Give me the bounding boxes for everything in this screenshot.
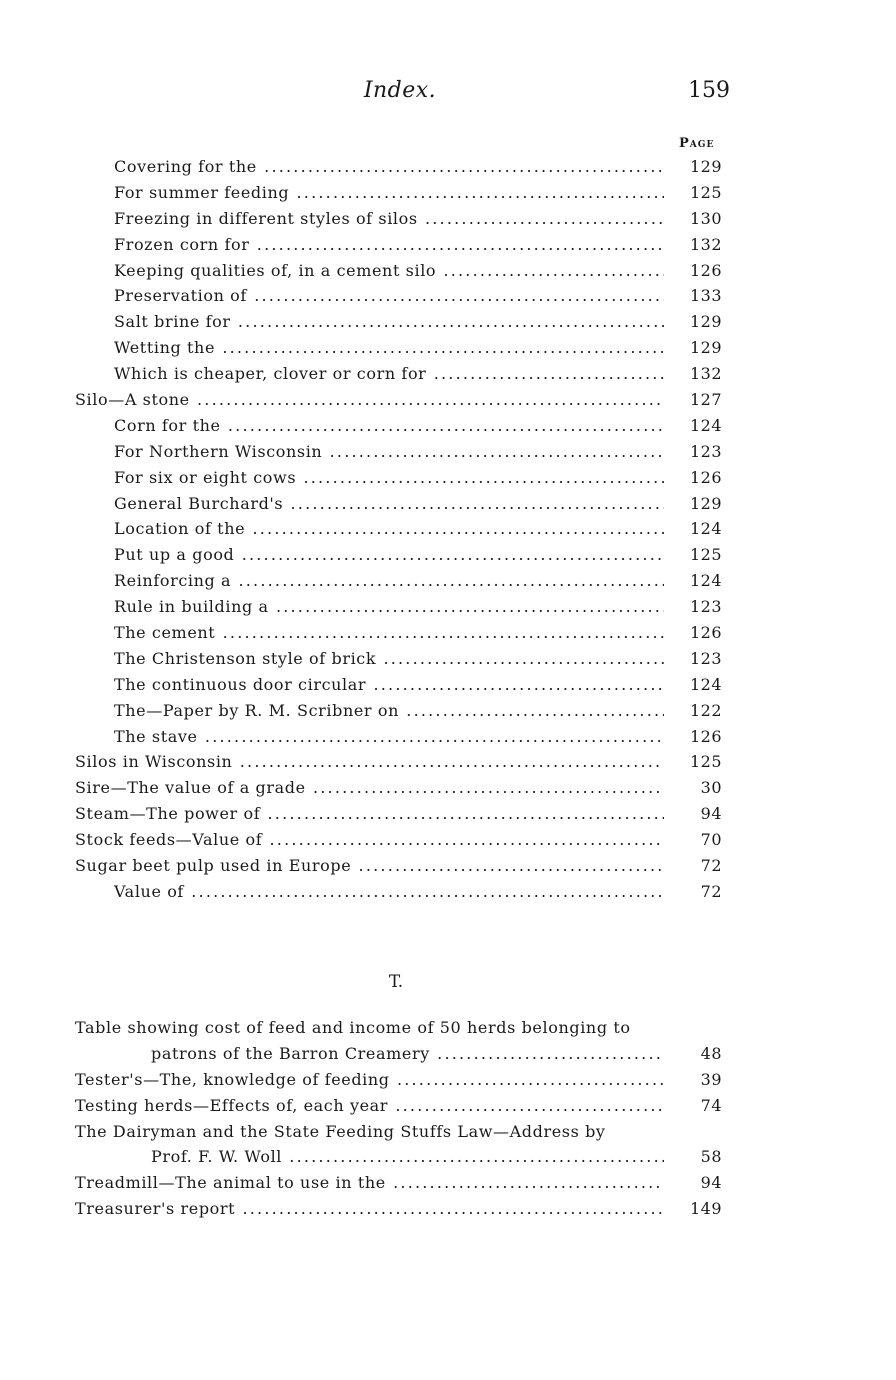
entry-text: Keeping qualities of, in a cement silo ..... (114, 258, 664, 284)
index-entry (0, 154, 896, 180)
entry-page: 58 (700, 1147, 722, 1167)
index-entry (0, 465, 896, 491)
index-entries-t (0, 1015, 896, 1222)
entry-text: Sugar beet pulp used in Europe ..... (75, 853, 664, 879)
entry-text: Preservation of ..... (114, 283, 664, 309)
index-entry (0, 853, 896, 879)
entry-page: 129 (689, 157, 722, 176)
entry-page: 48 (700, 1043, 722, 1063)
entry-page: 123 (689, 648, 722, 668)
entry-text: patrons of the Barron Creamery ..... (151, 1041, 664, 1067)
index-entry (0, 516, 896, 542)
index-entry (0, 620, 896, 646)
entry-page: 123 (689, 441, 722, 461)
entry-page: 130 (689, 208, 722, 228)
page-column-heading: Page (679, 136, 715, 151)
index-entry (0, 1093, 896, 1119)
entry-page: 129 (689, 338, 722, 358)
index-entry (0, 724, 896, 750)
entry-text: Freezing in different styles of silos ..... (114, 206, 664, 232)
entry-text: For six or eight cows ..... (114, 465, 664, 491)
entry-text: Salt brine for ..... (114, 309, 664, 335)
index-entry (0, 491, 896, 517)
entry-page: 94 (700, 804, 722, 824)
index-entry (0, 309, 896, 335)
entry-text: General Burchard's ..... (114, 491, 664, 517)
entry-first-line (0, 1119, 896, 1145)
entry-page: 129 (689, 493, 722, 513)
entry-page: 133 (689, 286, 722, 306)
entry-text: Silos in Wisconsin ..... (75, 749, 664, 775)
index-entry (0, 698, 896, 724)
entry-text: Rule in building a ..... (114, 594, 664, 620)
entry-text: Corn for the ..... (114, 413, 664, 439)
entry-text: Reinforcing a ..... (114, 568, 664, 594)
entry-page: 125 (689, 752, 722, 772)
index-entry (0, 387, 896, 413)
entry-text: The—Paper by R. M. Scribner on ..... (114, 698, 664, 724)
index-entry (0, 672, 896, 698)
entry-page: 149 (689, 1199, 722, 1219)
running-title: Index. (363, 78, 437, 103)
entry-page: 126 (689, 726, 722, 746)
index-entry (0, 775, 896, 801)
entry-text: Put up a good ..... (114, 542, 664, 568)
index-entry (0, 827, 896, 853)
entry-page: 124 (689, 674, 722, 694)
index-entry (0, 568, 896, 594)
index-entry (0, 335, 896, 361)
index-entry (0, 439, 896, 465)
entry-text: The stave ..... (114, 724, 664, 750)
index-entry (0, 361, 896, 387)
entry-text: The cement ..... (114, 620, 664, 646)
entry-page: 124 (689, 571, 722, 591)
page-number: 159 (688, 78, 730, 103)
index-entry (0, 542, 896, 568)
entry-text: For Northern Wisconsin ..... (114, 439, 664, 465)
entry-page: 123 (689, 597, 722, 617)
index-entry (0, 1196, 896, 1222)
index-entry (0, 646, 896, 672)
entry-page: 124 (689, 519, 722, 539)
entry-text: Wetting the ..... (114, 335, 664, 361)
index-entry (0, 206, 896, 232)
entry-text: Stock feeds—Value of ..... (75, 827, 664, 853)
entry-text: Table showing cost of feed and income of 50 herds belonging to (75, 1018, 631, 1037)
entry-page: 126 (689, 260, 722, 280)
entry-text: For summer feeding ..... (114, 180, 664, 206)
entry-text: Tester's—The, knowledge of feeding ..... (75, 1067, 664, 1093)
entry-page: 122 (689, 700, 722, 720)
entry-text: The Christenson style of brick ..... (114, 646, 664, 672)
entry-page: 132 (689, 364, 722, 384)
index-entry (0, 1067, 896, 1093)
index-entry (0, 801, 896, 827)
index-entry (0, 594, 896, 620)
entry-page: 125 (689, 182, 722, 202)
entry-text: Treadmill—The animal to use in the ..... (75, 1170, 664, 1196)
index-entry (0, 749, 896, 775)
entry-page: 125 (689, 545, 722, 565)
entry-page: 129 (689, 312, 722, 332)
index-entry (0, 1041, 896, 1067)
entry-text: Location of the ..... (114, 516, 664, 542)
index-entry (0, 413, 896, 439)
entry-text: Prof. F. W. Woll ..... (151, 1144, 664, 1170)
entry-text: The Dairyman and the State Feeding Stuffs Law—Address by (75, 1121, 606, 1141)
section-letter-t: T. (388, 972, 404, 992)
entry-text: The continuous door circular ..... (114, 672, 664, 698)
index-entry (0, 232, 896, 258)
entry-page: 126 (689, 467, 722, 487)
index-entry (0, 1144, 896, 1170)
entry-page: 30 (700, 778, 722, 798)
entry-page: 124 (689, 415, 722, 435)
index-entry (0, 283, 896, 309)
entry-text: Silo—A stone ..... (75, 387, 664, 413)
index-entries-s (0, 154, 896, 905)
index-entry (0, 879, 896, 905)
entry-page: 74 (700, 1095, 722, 1115)
entry-page: 70 (700, 830, 722, 850)
entry-text: Which is cheaper, clover or corn for ..... (114, 361, 664, 387)
entry-text: Covering for the ..... (114, 154, 664, 180)
entry-page: 132 (689, 234, 722, 254)
index-entry (0, 180, 896, 206)
entry-page: 39 (700, 1069, 722, 1089)
index-entry (0, 1170, 896, 1196)
entry-page: 94 (700, 1173, 722, 1193)
entry-text: Value of ..... (114, 879, 664, 905)
entry-text: Frozen corn for ..... (114, 232, 664, 258)
entry-page: 126 (689, 623, 722, 643)
entry-page: 72 (700, 856, 722, 876)
index-entry (0, 258, 896, 284)
entry-first-line (0, 1015, 896, 1041)
entry-text: Sire—The value of a grade ..... (75, 775, 664, 801)
entry-page: 72 (700, 881, 722, 901)
entry-text: Testing herds—Effects of, each year ..... (75, 1093, 664, 1119)
entry-page: 127 (689, 390, 722, 410)
entry-text: Steam—The power of ..... (75, 801, 664, 827)
entry-text: Treasurer's report ..... (75, 1196, 664, 1222)
